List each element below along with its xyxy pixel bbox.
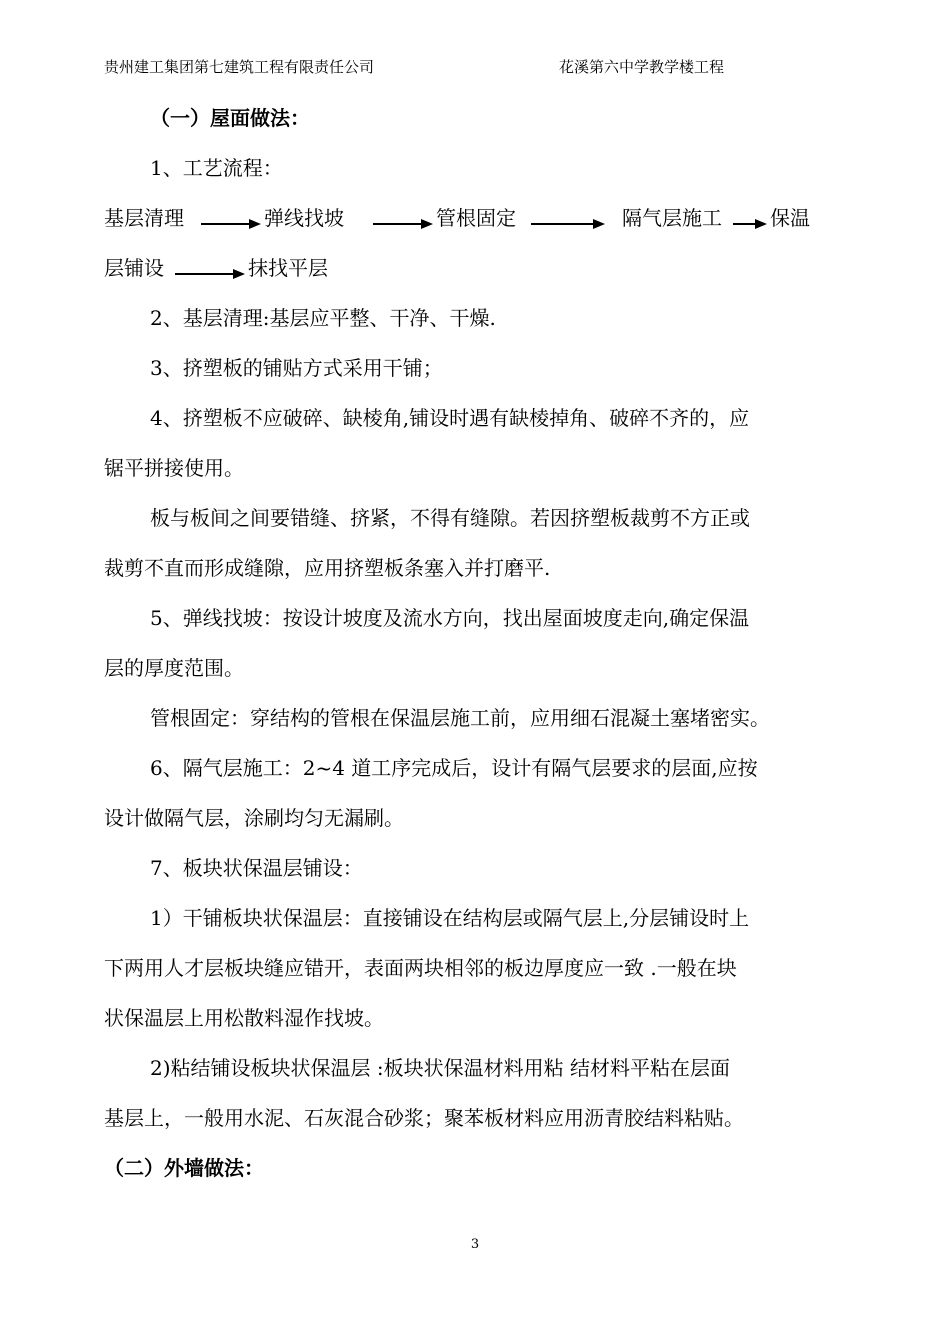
flow-arrow-3 bbox=[531, 217, 605, 231]
flow-step-base-cleaning: 基层清理 bbox=[104, 206, 184, 230]
flow-step-insulation-a: 保温 bbox=[770, 206, 810, 230]
item-board-quality-l2: 锯平拼接使用。 bbox=[104, 456, 244, 480]
flow-arrow-2 bbox=[373, 217, 433, 231]
flow-arrow-5 bbox=[175, 267, 245, 281]
item-process-flow: 1、工艺流程： bbox=[150, 156, 283, 180]
item-slope-l2: 层的厚度范围。 bbox=[104, 656, 244, 680]
flow-arrow-1 bbox=[201, 217, 261, 231]
item-vapor-barrier-l2: 设计做隔气层，涂刷均匀无漏刷。 bbox=[104, 806, 404, 830]
flow-step-slope-marking: 弹线找坡 bbox=[264, 206, 344, 230]
sub-dry-laying-l1: 1）干铺板块状保温层：直接铺设在结构层或隔气层上,分层铺设时上 bbox=[150, 906, 750, 930]
sub-dry-laying-l2: 下两用人才层板块缝应错开，表面两块相邻的板边厚度应一致 .一般在块 bbox=[104, 956, 737, 980]
flow-step-pipe-fixing: 管根固定 bbox=[436, 206, 516, 230]
flow-arrow-4 bbox=[733, 217, 767, 231]
item-slope-l1: 5、弹线找坡：按设计坡度及流水方向，找出屋面坡度走向,确定保温 bbox=[150, 606, 750, 630]
header-company: 贵州建工集团第七建筑工程有限责任公司 bbox=[104, 58, 375, 76]
flow-step-insulation-b: 层铺设 bbox=[104, 256, 164, 280]
flow-step-vapor-barrier: 隔气层施工 bbox=[622, 206, 722, 230]
item-laying-method: 3、挤塑板的铺贴方式采用干铺； bbox=[150, 356, 443, 380]
item-insulation-laying: 7、板块状保温层铺设： bbox=[150, 856, 363, 880]
header-project: 花溪第六中学教学楼工程 bbox=[559, 58, 725, 76]
para-joints-l2: 裁剪不直而形成缝隙，应用挤塑板条塞入并打磨平. bbox=[104, 556, 551, 580]
sub-bonded-laying-l1: 2)粘结铺设板块状保温层 :板块状保温材料用粘 结材料平粘在层面 bbox=[150, 1056, 730, 1080]
para-joints-l1: 板与板间之间要错缝、挤紧，不得有缝隙。若因挤塑板裁剪不方正或 bbox=[150, 506, 750, 530]
item-board-quality-l1: 4、挤塑板不应破碎、缺棱角,铺设时遇有缺棱掉角、破碎不齐的，应 bbox=[150, 406, 750, 430]
item-base-cleaning: 2、基层清理:基层应平整、干净、干燥. bbox=[150, 306, 496, 330]
sub-bonded-laying-l2: 基层上，一般用水泥、石灰混合砂浆；聚苯板材料应用沥青胶结料粘贴。 bbox=[104, 1106, 744, 1130]
item-vapor-barrier-l1: 6、隔气层施工：2~4 道工序完成后，设计有隔气层要求的层面,应按 bbox=[150, 756, 758, 780]
sub-dry-laying-l3: 状保温层上用松散料湿作找坡。 bbox=[104, 1006, 384, 1030]
section-wall-title: （二）外墙做法： bbox=[104, 1156, 264, 1180]
flow-step-leveling: 抹找平层 bbox=[248, 256, 328, 280]
para-pipe-fixing: 管根固定：穿结构的管根在保温层施工前，应用细石混凝土塞堵密实。 bbox=[150, 706, 770, 730]
section-roof-title: （一）屋面做法： bbox=[150, 106, 310, 130]
page-number: 3 bbox=[470, 1237, 480, 1252]
